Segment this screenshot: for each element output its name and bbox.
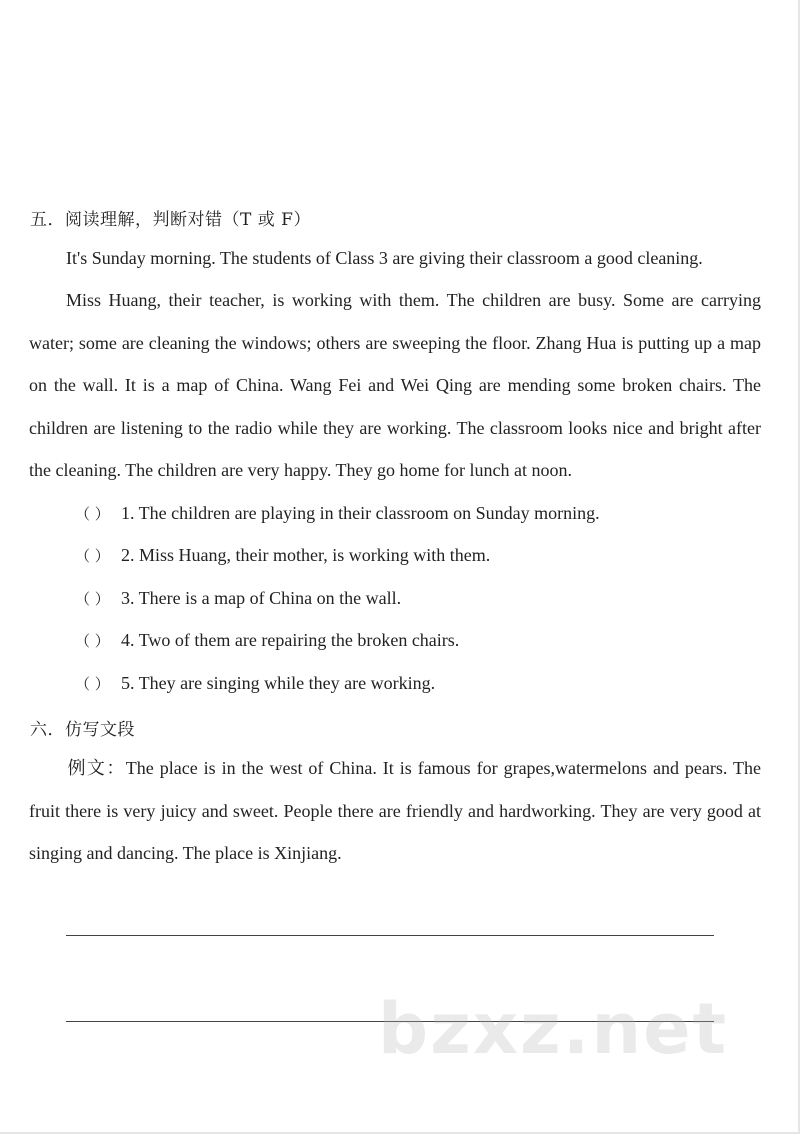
question-item-2 (75, 545, 490, 566)
passage-line-1: It's Sunday morning. The students of Class 3 are giving their classroom a good cleaning. (66, 248, 703, 268)
watermark-logo: bzxz.net (378, 988, 729, 1070)
question-text: 4. Two of them are repairing the broken chairs. (121, 630, 460, 650)
question-item-4 (75, 630, 459, 651)
answer-blank[interactable]: （ ） (75, 590, 110, 608)
question-item-5 (75, 673, 435, 694)
question-item-1 (75, 503, 600, 524)
answer-blank[interactable]: （ ） (75, 505, 110, 523)
example-text: 例文：The place is in the west of China. It is famous for grapes,watermelons and pears. The fruit there is very juicy and sweet. People there are friendly and hardworking. They are very good at singing and dancing. The place is Xinjiang. (29, 758, 761, 863)
section-6-heading: 六．仿写文段 (30, 720, 135, 740)
section-5-heading: 五．阅读理解，判断对错（T 或 F） (30, 210, 311, 230)
answer-blank[interactable]: （ ） (75, 675, 110, 693)
example-paragraph (29, 747, 761, 875)
passage-paragraph-1 (29, 237, 761, 280)
writing-line-1[interactable] (66, 935, 714, 936)
question-text: 2. Miss Huang, their mother, is working with them. (121, 545, 491, 565)
passage-paragraph-2 (29, 279, 761, 492)
question-text: 5. They are singing while they are working. (121, 673, 436, 693)
answer-blank[interactable]: （ ） (75, 632, 110, 650)
answer-blank[interactable]: （ ） (75, 547, 110, 565)
question-text: 1. The children are playing in their classroom on Sunday morning. (121, 503, 600, 523)
question-item-3 (75, 588, 401, 609)
passage-text-2: Miss Huang, their teacher, is working with them. The children are busy. Some are carrying water; some are cleaning the windows; others are sweeping the floor. Zhang Hua is putting up a map on the wall. It is a map of China. Wang Fei and Wei Qing are mending some broken chairs. The children are listening to the radio while they are working. The classroom looks nice and bright after the cleaning. The children are very happy. They go home for lunch at noon. (29, 290, 761, 480)
question-text: 3. There is a map of China on the wall. (121, 588, 402, 608)
